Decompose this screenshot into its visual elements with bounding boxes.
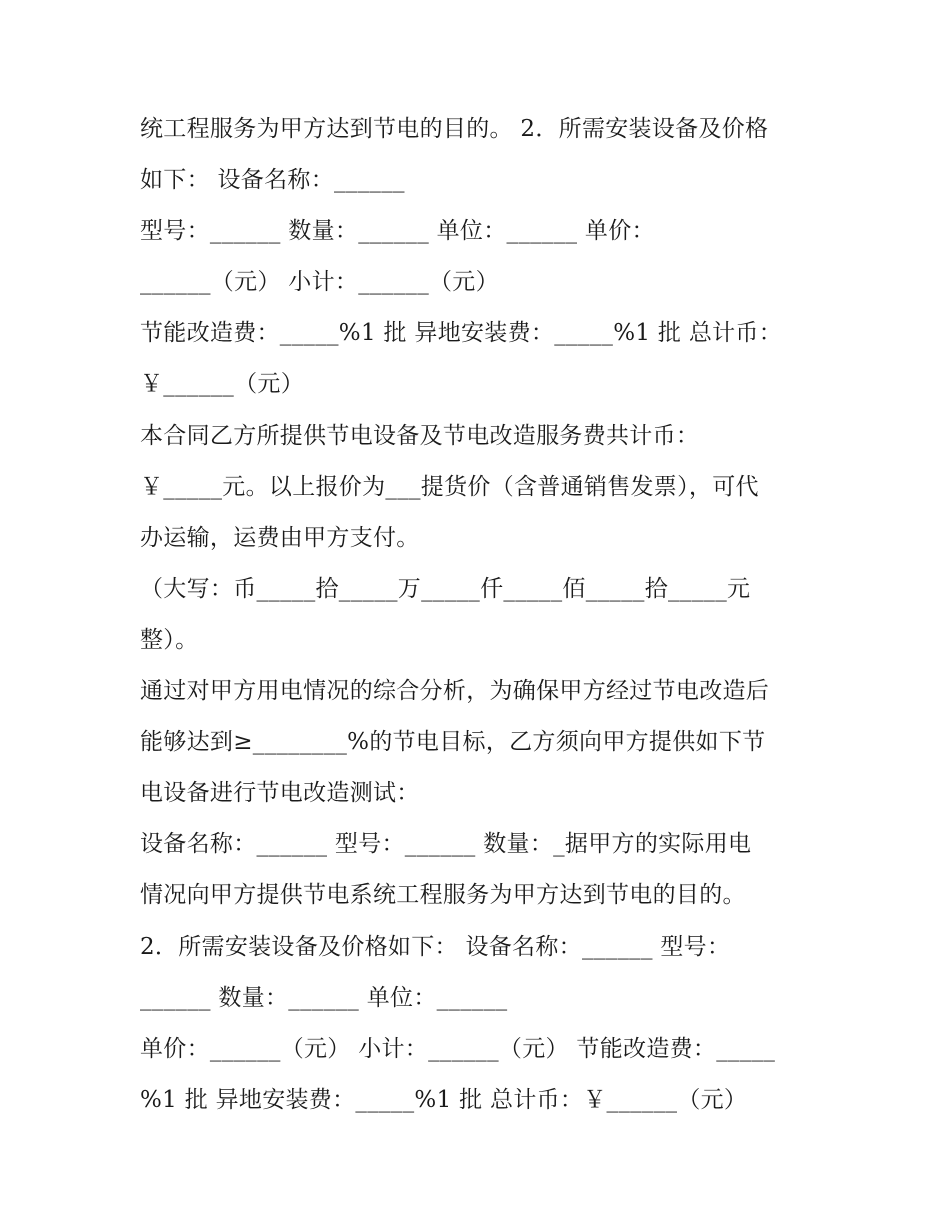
text-line: 办运输，运费由甲方支付。 [140,524,420,551]
text-line: ￥_____元。以上报价为___提货价（含普通销售发票），可代 [140,473,759,500]
text-line: 统工程服务为甲方达到节电的目的。 2．所需安装设备及价格 [140,116,769,142]
text-line: %1 批 异地安装费：_____%1 批 总计币：￥______（元） [140,1086,748,1113]
text-line: 单价：______（元） 小计：______（元） 节能改造费：_____ [140,1035,776,1062]
text-line: 电设备进行节电改造测试： [140,780,420,807]
text-line: 整）。 [140,626,199,653]
text-line: 型号：______ 数量：______ 单位：______ 单价： [140,218,655,245]
text-line: 能够达到≥________%的节电目标，乙方须向甲方提供如下节 [140,729,766,756]
document-body [140,104,820,1126]
text-line: ￥______（元） [140,371,304,398]
text-line: （大写：币_____拾_____万_____仟_____佰_____拾_____元 [140,575,751,602]
text-line: 2．所需安装设备及价格如下： 设备名称：______ 型号： [140,933,731,960]
text-line: 节能改造费：_____%1 批 异地安装费：_____%1 批 总计币： [140,320,783,347]
text-line: ______ 数量：______ 单位：______ [140,984,508,1011]
text-line: 设备名称：______ 型号：______ 数量：_据甲方的实际用电 [140,831,752,858]
text-line: 如下： 设备名称：______ [140,167,405,194]
text-line: ______（元） 小计：______（元） [140,269,499,296]
text-line: 本合同乙方所提供节电设备及节电改造服务费共计币： [140,422,700,449]
text-line: 通过对甲方用电情况的综合分析，为确保甲方经过节电改造后 [140,678,770,705]
text-line: 情况向甲方提供节电系统工程服务为甲方达到节电的目的。 [140,882,746,909]
